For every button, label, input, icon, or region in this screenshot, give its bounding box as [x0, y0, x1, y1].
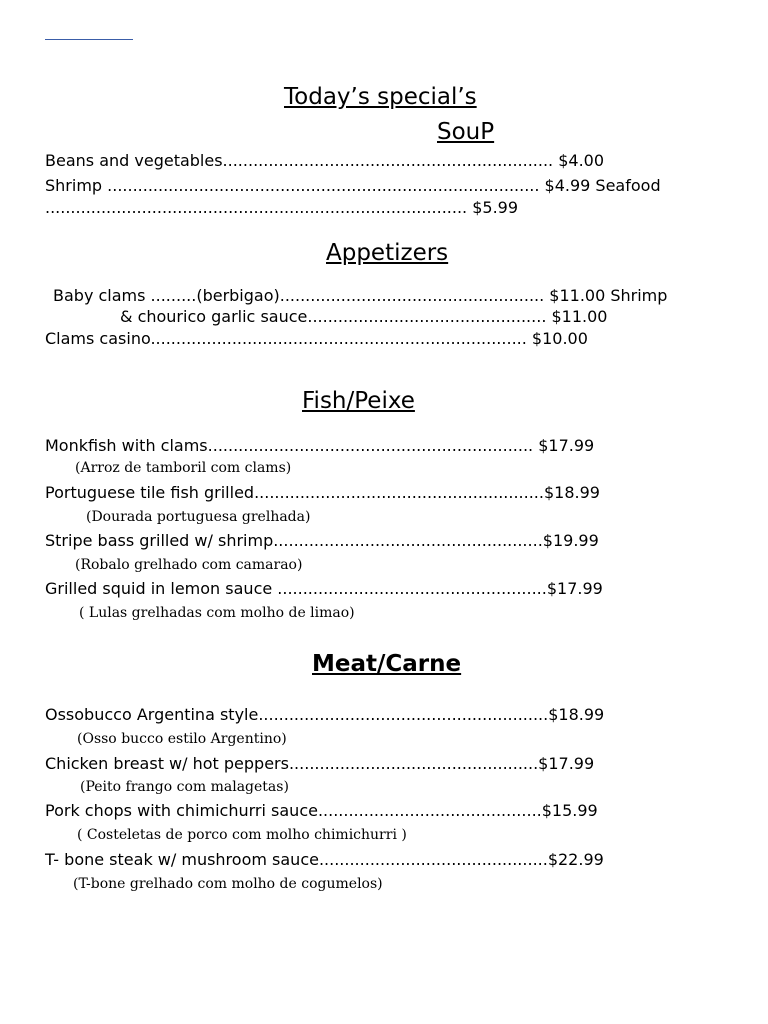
- soup-item-beans: Beans and vegetables................................................................. $4.00: [45, 151, 605, 170]
- appetizer-item-baby-clams: Baby clams .........(berbigao).................................................... $11.00 Shrimp: [53, 286, 668, 305]
- appetizers-heading: Appetizers: [326, 240, 449, 266]
- meat-item-name: T- bone steak w/ mushroom sauce.............................................$22.99: [45, 850, 604, 869]
- meat-item-translation: (Osso bucco estilo Argentino): [77, 731, 287, 747]
- soup-heading: SouP: [437, 119, 495, 145]
- soup-item-seafood: ................................................................................... $5.99: [45, 198, 519, 217]
- appetizer-item-shrimp-chourico: & chourico garlic sauce............................................... $11.00: [120, 307, 608, 326]
- fish-item-name: Portuguese tile fish grilled.........................................................$18.99: [45, 483, 600, 502]
- meat-item-translation: ( Costeletas de porco com molho chimichurri ): [77, 827, 407, 843]
- meat-item-translation: (T-bone grelhado com molho de cogumelos): [73, 876, 383, 892]
- meat-heading: Meat/Carne: [312, 651, 462, 677]
- soup-item-shrimp: Shrimp ..................................................................................... $4.99 Seafood: [45, 176, 661, 195]
- fish-item-name: Monkfish with clams................................................................ $17.99: [45, 436, 595, 455]
- meat-item-translation: (Peito frango com malagetas): [80, 779, 289, 795]
- fish-item-translation: (Robalo grelhado com camarao): [75, 557, 303, 573]
- fish-item-translation: ( Lulas grelhadas com molho de limao): [79, 605, 355, 621]
- appetizer-item-clams-casino: Clams casino.......................................................................... $10.00: [45, 329, 588, 348]
- fish-item-translation: (Arroz de tamboril com clams): [75, 460, 292, 476]
- fish-heading: Fish/Peixe: [302, 388, 415, 414]
- fish-item-translation: (Dourada portuguesa grelhada): [86, 509, 311, 525]
- page-title: Today’s special’s: [284, 84, 477, 110]
- top-divider-line: [45, 39, 133, 40]
- fish-item-name: Grilled squid in lemon sauce .....................................................$17.99: [45, 579, 603, 598]
- fish-item-name: Stripe bass grilled w/ shrimp.....................................................$19.99: [45, 531, 599, 550]
- meat-item-name: Pork chops with chimichurri sauce............................................$15.99: [45, 801, 598, 820]
- meat-item-name: Ossobucco Argentina style.........................................................$18.99: [45, 705, 605, 724]
- meat-item-name: Chicken breast w/ hot peppers.................................................$17.99: [45, 754, 595, 773]
